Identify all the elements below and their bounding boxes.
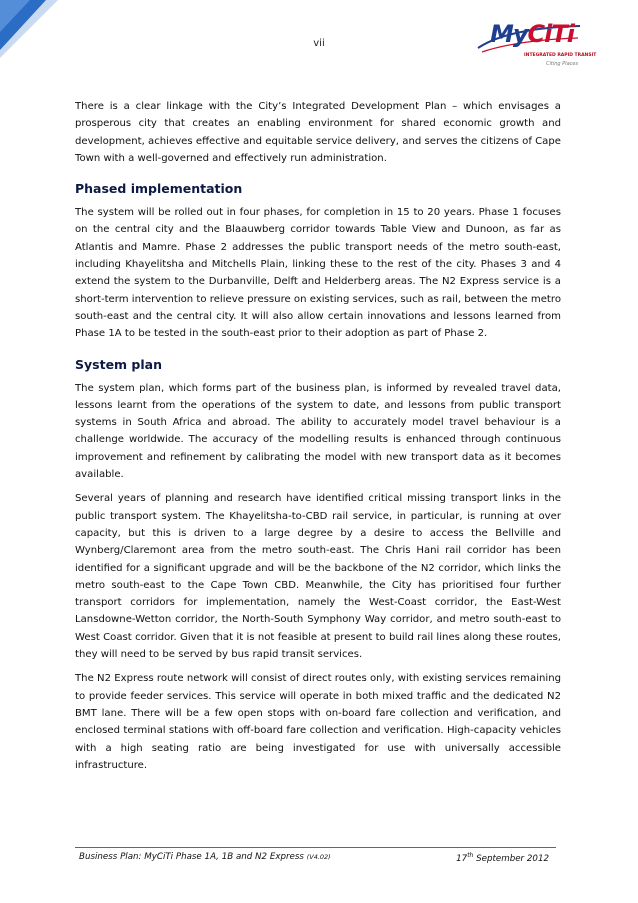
footer-title: Business Plan: MyCiTi Phase 1A, 1B and N2 Express	[79, 852, 304, 862]
section-heading-system-plan: System plan	[75, 356, 162, 372]
document-body	[75, 98, 561, 781]
section-heading-phased-implementation: Phased implementation	[75, 181, 243, 197]
myciti-logo	[468, 18, 597, 74]
footer-divider	[75, 847, 556, 848]
footer	[79, 852, 549, 862]
footer-date: 17th September 2012	[456, 852, 549, 864]
system-plan-paragraph-2: Several years of planning and research have identified critical missing transport links in the public transport system. The Khayelitsha-to-CBD rail service, in particular, is running at over capacity, but this is driven to a large degree by a desire to access the Bellville and Wynberg/Claremont area from the metro south-east. The Chris Hani rail corridor has been identified for a significant upgrade and will be the backbone of the N2 corridor, which links the metro south-east to the Cape Town CBD. Meanwhile, the City has prioritised four further transport corridors for implementation, namely the West-Coast corridor, the East-West Lansdowne-Wetton corridor, the North-South Symphony Way corridor, and metro south-east to West Coast corridor. Given that it is not feasible at present to build rail lines along these routes, they will need to be served by bus rapid transit services.	[75, 493, 561, 661]
phased-implementation-paragraph: The system will be rolled out in four phases, for completion in 15 to 20 years. Phase 1 focuses on the central city and the Blaauwberg corridor towards Table View and Dunoon, as far as Atlantis and Mamre. Phase 2 addresses the public transport needs of the metro south-east, including Khayelitsha and Mitchells Plain, linking these to the rest of the city. Phases 3 and 4 extend the system to the Durbanville, Delft and Helderberg areas. The N2 Express service is a short-term intervention to relieve pressure on existing services, such as rail, between the metro south-east and the central city. It will also allow certain innovations and lessons learned from Phase 1A to be tested in the south-east prior to their adoption as part of Phase 2.	[75, 207, 561, 340]
logo-subtitle: INTEGRATED RAPID TRANSIT	[524, 53, 597, 58]
page-number: vii	[313, 38, 325, 49]
logo-tagline: Citing Places	[546, 61, 579, 67]
system-plan-paragraph-3: The N2 Express route network will consist of direct routes only, with existing services remaining to provide feeder services. This service will operate in both mixed traffic and the dedicated N2 BMT lane. There will be a few open stops with on-board fare collection and verification, and enclosed terminal stations with off-board fare collection and verification. High-capacity vehicles with a high seating ratio are being investigated for use with universally accessible infrastructure.	[75, 673, 561, 771]
footer-version: (V4.02)	[306, 853, 331, 861]
corner-decoration	[0, 0, 70, 60]
system-plan-paragraph-1: The system plan, which forms part of the business plan, is informed by revealed travel data, lessons learnt from the operations of the system to date, and lessons from public transport systems in South Africa and abroad. The ability to accurately model travel behaviour is a challenge worldwide. The accuracy of the modelling results is enhanced through continuous improvement and refinement by calibrating the model with new transport data as it becomes available.	[75, 382, 561, 481]
logo-wordmark: MyCiTi	[490, 20, 574, 48]
intro-paragraph: There is a clear linkage with the City’s Integrated Development Plan – which envisages a prosperous city that creates an enabling environment for shared economic growth and development, achieves effective and equitable service delivery, and serves the citizens of Cape Town with a well-governed and effectively run administration.	[75, 101, 561, 164]
